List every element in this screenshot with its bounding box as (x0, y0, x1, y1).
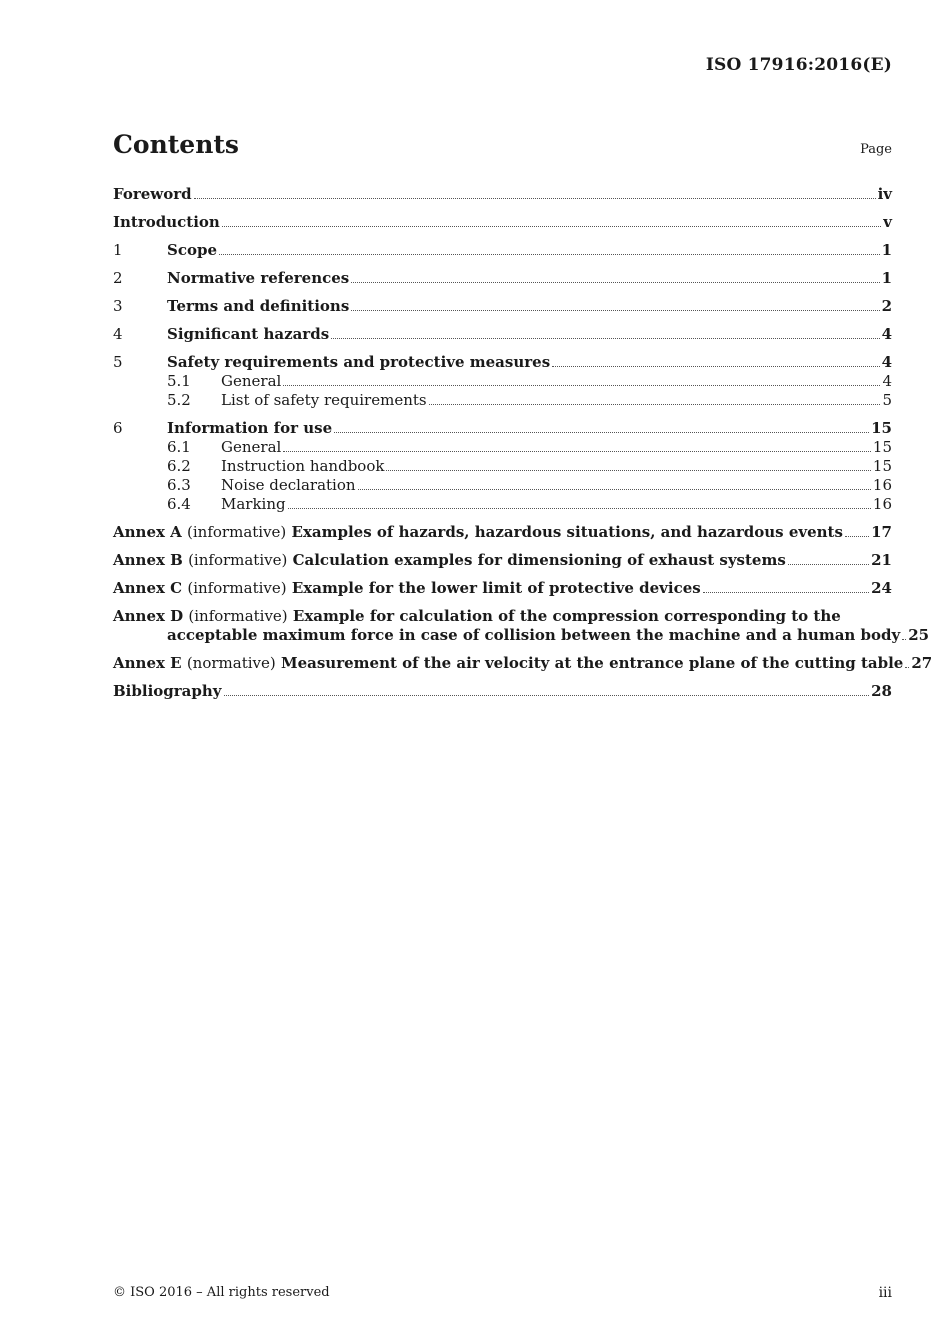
leader-dots (905, 666, 909, 668)
toc-page: 25 (908, 626, 930, 644)
toc-entry-annex-b[interactable] (113, 551, 892, 570)
annex-title: Examples of hazards, hazardous situations, and hazardous events (291, 523, 843, 541)
annex-type: (normative) (186, 654, 276, 672)
toc-entry-5-2-list[interactable] (113, 391, 892, 410)
annex-title-continued: acceptable maximum force in case of collision between the machine and a human body (167, 626, 901, 644)
toc-title: List of safety requirements (221, 391, 427, 409)
toc-entry-bibliography[interactable] (113, 682, 892, 701)
toc-entry-introduction[interactable] (113, 213, 892, 232)
toc-page: 2 (881, 297, 892, 315)
copyright-notice: © ISO 2016 – All rights reserved (113, 1285, 330, 1300)
leader-dots (224, 694, 870, 696)
leader-dots (386, 469, 870, 471)
annex-type: (informative) (187, 523, 287, 541)
toc-number: 2 (113, 269, 123, 287)
toc-title: General (221, 438, 282, 456)
leader-dots (429, 403, 881, 405)
toc-title (113, 654, 903, 673)
leader-dots (845, 535, 869, 537)
toc-entry-scope[interactable] (113, 241, 892, 260)
toc-page: 15 (872, 457, 892, 475)
toc-entry-5-1-general[interactable] (113, 372, 892, 391)
annex-label: Annex E (113, 654, 182, 672)
annex-label: Annex B (113, 551, 183, 569)
toc-entry-safety-requirements[interactable] (113, 353, 892, 372)
toc-title: Marking (221, 495, 286, 513)
annex-label: Annex D (113, 607, 184, 625)
leader-dots (283, 384, 880, 386)
annex-title: Example for calculation of the compression corresponding to the (292, 607, 841, 625)
toc-entry-6-2-handbook[interactable] (113, 457, 892, 476)
page-number: iii (878, 1285, 892, 1301)
toc-page: iv (877, 185, 892, 203)
leader-dots (788, 563, 869, 565)
toc-page: 4 (882, 372, 892, 390)
leader-dots (222, 225, 881, 227)
toc-title: Bibliography (113, 682, 222, 700)
toc-title (113, 551, 786, 570)
toc-entry-6-3-noise[interactable] (113, 476, 892, 495)
annex-type: (informative) (188, 551, 288, 569)
toc-page: 4 (881, 325, 892, 343)
toc-number: 3 (113, 297, 123, 315)
toc-title: Foreword (113, 185, 192, 203)
toc-title: Terms and definitions (167, 297, 350, 315)
toc-number: 5 (113, 353, 123, 371)
annex-type: (informative) (188, 607, 288, 625)
toc-title: Noise declaration (221, 476, 356, 494)
toc-page: v (883, 213, 892, 231)
page-column-label: Page (860, 142, 892, 157)
leader-dots (351, 309, 879, 311)
toc-entry-normative-references[interactable] (113, 269, 892, 288)
leader-dots (902, 638, 906, 640)
toc-page: 15 (871, 419, 892, 437)
leader-dots (194, 197, 876, 199)
annex-title: Example for the lower limit of protective devices (291, 579, 701, 597)
toc-title: Normative references (167, 269, 350, 287)
table-of-contents (113, 185, 933, 701)
annex-title: Measurement of the air velocity at the entrance plane of the cutting table (280, 654, 904, 672)
leader-dots (331, 337, 879, 339)
toc-title: Information for use (167, 419, 333, 437)
toc-entry-significant-hazards[interactable] (113, 325, 892, 344)
toc-entry-annex-a[interactable] (113, 523, 892, 542)
leader-dots (334, 431, 869, 433)
annex-title: Calculation examples for dimensioning of exhaust systems (292, 551, 786, 569)
toc-entry-annex-d[interactable] (113, 607, 930, 645)
toc-title (113, 523, 843, 542)
toc-page: 4 (881, 353, 892, 371)
toc-page: 24 (871, 579, 892, 597)
toc-entry-terms-definitions[interactable] (113, 297, 892, 316)
toc-title: Significant hazards (167, 325, 330, 343)
toc-entry-annex-e[interactable] (113, 654, 933, 673)
toc-page: 15 (872, 438, 892, 456)
toc-page: 17 (871, 523, 892, 541)
toc-title-line1 (113, 607, 892, 626)
toc-number: 6.2 (167, 457, 191, 475)
toc-page: 5 (882, 391, 892, 409)
leader-dots (219, 253, 880, 255)
toc-number: 6.4 (167, 495, 191, 513)
leader-dots (358, 488, 871, 490)
toc-entry-foreword[interactable] (113, 185, 892, 204)
toc-number: 4 (113, 325, 123, 343)
toc-entry-information-for-use[interactable] (113, 419, 892, 438)
toc-title: Introduction (113, 213, 220, 231)
toc-entry-6-4-marking[interactable] (113, 495, 892, 514)
leader-dots (351, 281, 879, 283)
toc-page: 21 (871, 551, 892, 569)
toc-title: Scope (167, 241, 218, 259)
leader-dots (283, 450, 871, 452)
toc-number: 6 (113, 419, 123, 437)
toc-title: Safety requirements and protective measures (167, 353, 551, 371)
leader-dots (703, 591, 869, 593)
toc-page: 1 (881, 241, 892, 259)
toc-title: General (221, 372, 282, 390)
toc-entry-6-1-general[interactable] (113, 438, 892, 457)
toc-title (113, 579, 701, 598)
toc-number: 6.1 (167, 438, 191, 456)
toc-page: 1 (881, 269, 892, 287)
toc-number: 6.3 (167, 476, 191, 494)
toc-number: 1 (113, 241, 123, 259)
document-id: ISO 17916:2016(E) (705, 55, 892, 75)
toc-page: 28 (871, 682, 892, 700)
annex-type: (informative) (187, 579, 287, 597)
toc-entry-annex-c[interactable] (113, 579, 892, 598)
toc-page: 16 (872, 495, 892, 513)
leader-dots (552, 365, 879, 367)
toc-page: 16 (872, 476, 892, 494)
toc-number: 5.1 (167, 372, 191, 390)
toc-title-line2 (113, 626, 930, 645)
annex-label: Annex A (113, 523, 182, 541)
toc-title: Instruction handbook (221, 457, 385, 475)
leader-dots (288, 507, 871, 509)
annex-label: Annex C (113, 579, 183, 597)
page-title: Contents (113, 130, 240, 159)
toc-number: 5.2 (167, 391, 191, 409)
toc-page: 27 (911, 654, 933, 672)
